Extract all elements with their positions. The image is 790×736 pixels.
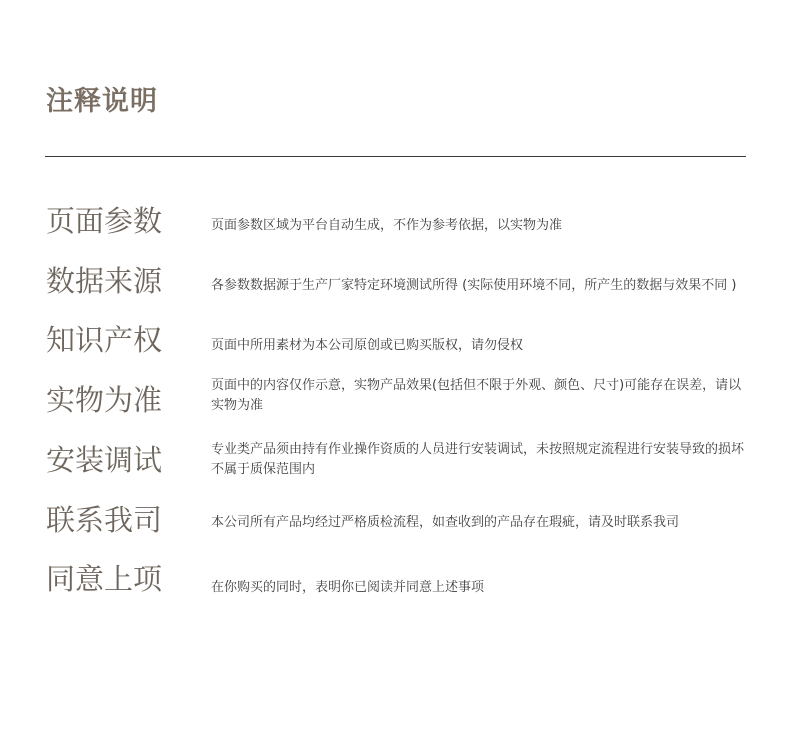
note-label: 页面参数 (46, 204, 163, 238)
note-text: 页面中的内容仅作示意，实物产品效果(包括但不限于外观、颜色、尺寸)可能存在误差，请以实物为准 (211, 378, 742, 413)
divider (45, 156, 746, 157)
note-label: 安装调试 (46, 443, 163, 477)
note-label: 数据来源 (46, 264, 163, 298)
note-label: 实物为准 (46, 383, 163, 417)
note-text: 各参数数据源于生产厂家特定环境测试所得 (实际使用环境不同，所产生的数据与效果不同 ) (211, 278, 737, 293)
note-text: 页面中所用素材为本公司原创或已购买版权，请勿侵权 (211, 338, 524, 353)
note-text: 页面参数区域为平台自动生成，不作为参考依据，以实物为准 (211, 218, 563, 233)
page-title: 注释说明 (46, 86, 158, 117)
note-text: 本公司所有产品均经过严格质检流程，如查收到的产品存在瑕疵，请及时联系我司 (211, 515, 680, 530)
note-label: 知识产权 (46, 323, 163, 357)
note-text: 专业类产品须由持有作业操作资质的人员进行安装调试，未按照规定流程进行安装导致的损坏不属于质保范围内 (211, 442, 745, 477)
note-label: 同意上项 (46, 562, 163, 596)
note-text: 在你购买的同时，表明你已阅读并同意上述事项 (211, 580, 485, 595)
note-label: 联系我司 (46, 503, 163, 537)
